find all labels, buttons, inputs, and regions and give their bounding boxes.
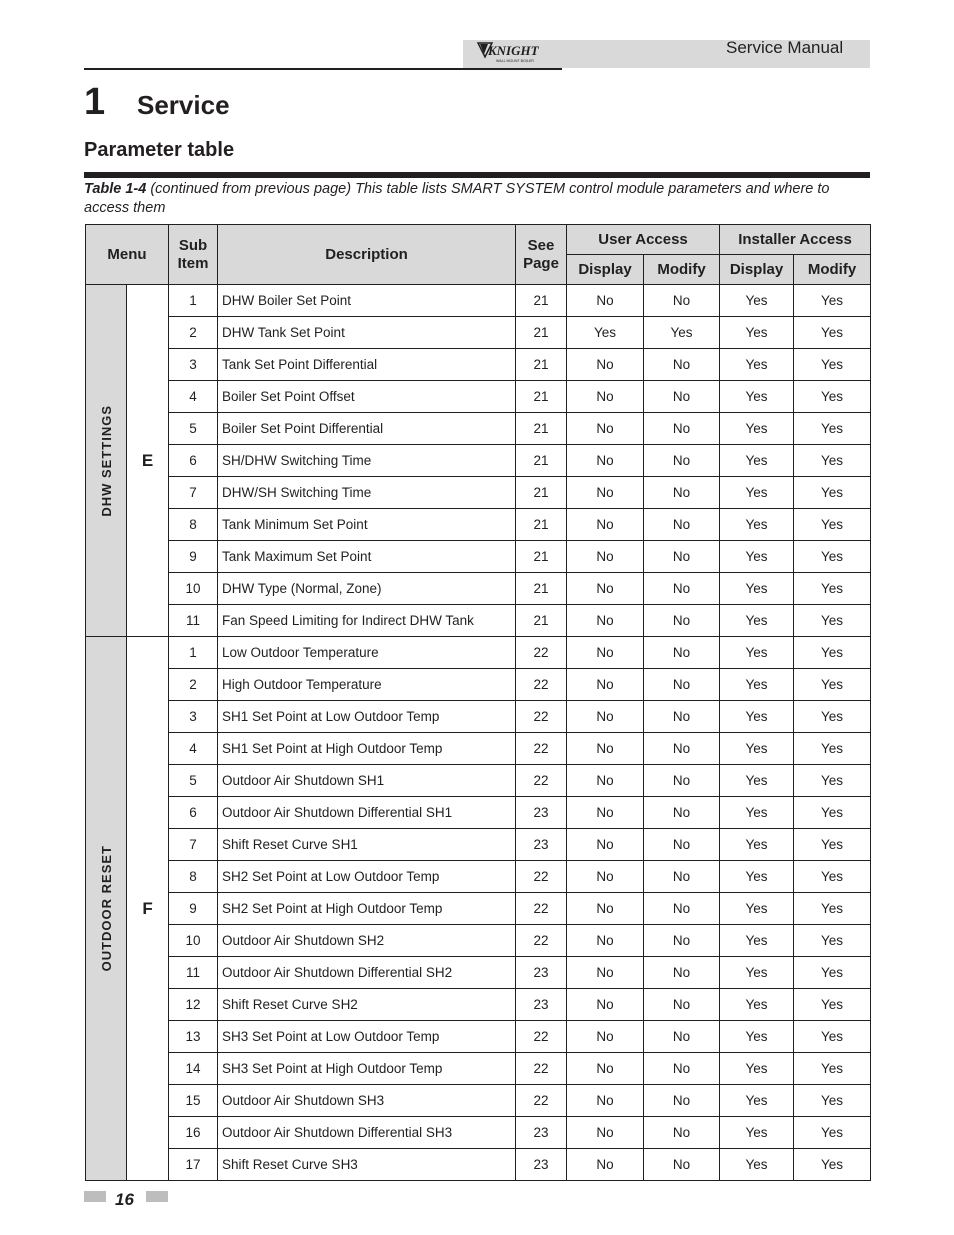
cell-user-modify: No [644, 573, 720, 605]
cell-user-modify: No [644, 381, 720, 413]
cell-sub-item: 9 [169, 893, 218, 925]
table-caption [84, 180, 874, 218]
cell-user-modify: No [644, 285, 720, 317]
cell-see-page: 22 [516, 733, 567, 765]
cell-description: SH3 Set Point at High Outdoor Temp [218, 1053, 516, 1085]
cell-installer-modify: Yes [794, 509, 871, 541]
cell-see-page: 21 [516, 317, 567, 349]
cell-installer-display: Yes [720, 637, 794, 669]
cell-sub-item: 6 [169, 445, 218, 477]
cell-user-modify: No [644, 1085, 720, 1117]
cell-user-display: No [567, 605, 644, 637]
cell-user-display: No [567, 1053, 644, 1085]
table-row [86, 445, 871, 477]
cell-installer-modify: Yes [794, 861, 871, 893]
cell-user-modify: No [644, 669, 720, 701]
cell-user-display: No [567, 381, 644, 413]
header-see-page-line1: See [527, 236, 555, 254]
cell-installer-modify: Yes [794, 1085, 871, 1117]
cell-see-page: 22 [516, 669, 567, 701]
cell-installer-display: Yes [720, 349, 794, 381]
table-row [86, 989, 871, 1021]
cell-installer-modify: Yes [794, 285, 871, 317]
cell-sub-item: 3 [169, 349, 218, 381]
cell-installer-modify: Yes [794, 541, 871, 573]
manual-label: Service Manual [726, 38, 844, 57]
cell-user-display: No [567, 573, 644, 605]
cell-description: SH1 Set Point at High Outdoor Temp [218, 733, 516, 765]
cell-installer-modify: Yes [794, 573, 871, 605]
cell-user-modify: No [644, 829, 720, 861]
cell-installer-modify: Yes [794, 1149, 871, 1181]
table-row [86, 669, 871, 701]
cell-user-modify: No [644, 893, 720, 925]
cell-installer-display: Yes [720, 285, 794, 317]
table-row [86, 509, 871, 541]
cell-see-page: 23 [516, 1149, 567, 1181]
cell-see-page: 21 [516, 573, 567, 605]
cell-installer-modify: Yes [794, 477, 871, 509]
cell-installer-modify: Yes [794, 989, 871, 1021]
cell-user-modify: No [644, 1021, 720, 1053]
cell-user-modify: No [644, 637, 720, 669]
cell-see-page: 21 [516, 509, 567, 541]
table-row [86, 317, 871, 349]
menu-letter: F [127, 637, 169, 1181]
cell-installer-display: Yes [720, 413, 794, 445]
parameter-table-wrap [85, 224, 871, 1181]
cell-description: Outdoor Air Shutdown Differential SH3 [218, 1117, 516, 1149]
cell-installer-display: Yes [720, 445, 794, 477]
cell-user-modify: No [644, 925, 720, 957]
cell-sub-item: 8 [169, 509, 218, 541]
cell-installer-modify: Yes [794, 413, 871, 445]
cell-installer-modify: Yes [794, 1053, 871, 1085]
cell-user-display: No [567, 541, 644, 573]
table-row [86, 1085, 871, 1117]
cell-sub-item: 11 [169, 605, 218, 637]
cell-description: Tank Minimum Set Point [218, 509, 516, 541]
cell-installer-display: Yes [720, 541, 794, 573]
cell-user-display: No [567, 861, 644, 893]
cell-user-modify: No [644, 541, 720, 573]
cell-user-modify: No [644, 701, 720, 733]
header-description: Description [218, 225, 516, 285]
cell-see-page: 21 [516, 541, 567, 573]
table-row [86, 413, 871, 445]
menu-letter: E [127, 285, 169, 637]
cell-installer-display: Yes [720, 893, 794, 925]
header-rule [84, 68, 562, 70]
cell-user-display: No [567, 1085, 644, 1117]
cell-sub-item: 5 [169, 765, 218, 797]
cell-sub-item: 17 [169, 1149, 218, 1181]
cell-user-display: No [567, 957, 644, 989]
cell-sub-item: 7 [169, 829, 218, 861]
table-row [86, 605, 871, 637]
header-installer-display: Display [720, 255, 794, 285]
cell-sub-item: 13 [169, 1021, 218, 1053]
cell-installer-display: Yes [720, 1053, 794, 1085]
cell-description: SH/DHW Switching Time [218, 445, 516, 477]
page-number: 16 [115, 1190, 134, 1209]
header-sub-item-line2: Item [177, 254, 209, 272]
cell-see-page: 21 [516, 349, 567, 381]
cell-see-page: 21 [516, 477, 567, 509]
menu-group-name: OUTDOOR RESET [98, 845, 114, 972]
cell-user-display: Yes [567, 317, 644, 349]
cell-user-modify: Yes [644, 317, 720, 349]
table-row [86, 1117, 871, 1149]
cell-sub-item: 6 [169, 797, 218, 829]
cell-description: DHW Boiler Set Point [218, 285, 516, 317]
cell-description: High Outdoor Temperature [218, 669, 516, 701]
cell-sub-item: 2 [169, 317, 218, 349]
header-menu: Menu [86, 225, 169, 285]
cell-see-page: 22 [516, 1053, 567, 1085]
header-installer-modify: Modify [794, 255, 871, 285]
cell-installer-modify: Yes [794, 381, 871, 413]
cell-user-modify: No [644, 861, 720, 893]
cell-installer-modify: Yes [794, 1117, 871, 1149]
cell-description: Outdoor Air Shutdown Differential SH2 [218, 957, 516, 989]
table-row [86, 829, 871, 861]
cell-installer-display: Yes [720, 861, 794, 893]
cell-installer-display: Yes [720, 797, 794, 829]
cell-installer-modify: Yes [794, 957, 871, 989]
cell-sub-item: 12 [169, 989, 218, 1021]
header-see-page-line2: Page [523, 254, 559, 272]
cell-sub-item: 11 [169, 957, 218, 989]
cell-user-modify: No [644, 445, 720, 477]
table-row [86, 637, 871, 669]
cell-sub-item: 10 [169, 925, 218, 957]
table-row [86, 285, 871, 317]
table-row [86, 541, 871, 573]
cell-installer-display: Yes [720, 317, 794, 349]
cell-sub-item: 4 [169, 381, 218, 413]
cell-description: Tank Maximum Set Point [218, 541, 516, 573]
cell-installer-display: Yes [720, 1149, 794, 1181]
cell-installer-modify: Yes [794, 669, 871, 701]
menu-group-name-cell [86, 637, 127, 1181]
cell-user-display: No [567, 765, 644, 797]
cell-user-modify: No [644, 797, 720, 829]
cell-user-display: No [567, 509, 644, 541]
cell-description: DHW/SH Switching Time [218, 477, 516, 509]
footer-marker-left [84, 1191, 106, 1202]
cell-user-display: No [567, 989, 644, 1021]
cell-description: SH1 Set Point at Low Outdoor Temp [218, 701, 516, 733]
cell-user-display: No [567, 285, 644, 317]
table-row [86, 1053, 871, 1085]
logo-subtext: WALL MOUNT BOILER [496, 59, 534, 63]
cell-description: Outdoor Air Shutdown SH3 [218, 1085, 516, 1117]
cell-installer-display: Yes [720, 765, 794, 797]
cell-sub-item: 1 [169, 285, 218, 317]
cell-see-page: 21 [516, 381, 567, 413]
header-see-page [516, 225, 567, 285]
cell-installer-modify: Yes [794, 637, 871, 669]
cell-user-display: No [567, 637, 644, 669]
cell-installer-display: Yes [720, 381, 794, 413]
header-installer-access: Installer Access [720, 225, 871, 255]
cell-see-page: 21 [516, 605, 567, 637]
header-user-access: User Access [567, 225, 720, 255]
cell-installer-modify: Yes [794, 1021, 871, 1053]
cell-installer-display: Yes [720, 669, 794, 701]
title-rule [84, 172, 870, 178]
cell-user-display: No [567, 733, 644, 765]
cell-user-display: No [567, 829, 644, 861]
table-row [86, 957, 871, 989]
cell-installer-modify: Yes [794, 893, 871, 925]
cell-user-display: No [567, 925, 644, 957]
table-row [86, 925, 871, 957]
section-number: 1 [84, 81, 106, 123]
cell-sub-item: 16 [169, 1117, 218, 1149]
cell-installer-display: Yes [720, 701, 794, 733]
cell-installer-display: Yes [720, 605, 794, 637]
cell-description: Fan Speed Limiting for Indirect DHW Tank [218, 605, 516, 637]
table-row [86, 381, 871, 413]
cell-see-page: 22 [516, 765, 567, 797]
cell-user-display: No [567, 669, 644, 701]
menu-group-name-cell [86, 285, 127, 637]
cell-see-page: 22 [516, 893, 567, 925]
cell-description: Boiler Set Point Offset [218, 381, 516, 413]
cell-installer-display: Yes [720, 573, 794, 605]
cell-user-display: No [567, 1021, 644, 1053]
cell-installer-modify: Yes [794, 445, 871, 477]
cell-installer-modify: Yes [794, 829, 871, 861]
cell-sub-item: 2 [169, 669, 218, 701]
cell-user-display: No [567, 413, 644, 445]
cell-see-page: 21 [516, 285, 567, 317]
cell-user-modify: No [644, 349, 720, 381]
header-sub-item-line1: Sub [178, 236, 208, 254]
cell-user-display: No [567, 893, 644, 925]
logo-wordmark: KNIGHT [488, 43, 539, 58]
cell-see-page: 23 [516, 797, 567, 829]
cell-installer-display: Yes [720, 477, 794, 509]
table-row [86, 765, 871, 797]
cell-installer-modify: Yes [794, 733, 871, 765]
table-row [86, 797, 871, 829]
cell-description: SH2 Set Point at High Outdoor Temp [218, 893, 516, 925]
cell-user-modify: No [644, 733, 720, 765]
cell-see-page: 23 [516, 1117, 567, 1149]
cell-installer-display: Yes [720, 1117, 794, 1149]
cell-sub-item: 7 [169, 477, 218, 509]
cell-description: Shift Reset Curve SH2 [218, 989, 516, 1021]
cell-sub-item: 3 [169, 701, 218, 733]
cell-description: Shift Reset Curve SH3 [218, 1149, 516, 1181]
cell-description: Shift Reset Curve SH1 [218, 829, 516, 861]
cell-user-display: No [567, 445, 644, 477]
cell-user-modify: No [644, 989, 720, 1021]
cell-description: Low Outdoor Temperature [218, 637, 516, 669]
cell-see-page: 22 [516, 925, 567, 957]
cell-installer-display: Yes [720, 957, 794, 989]
cell-sub-item: 9 [169, 541, 218, 573]
cell-see-page: 22 [516, 701, 567, 733]
cell-see-page: 22 [516, 637, 567, 669]
cell-see-page: 23 [516, 829, 567, 861]
cell-sub-item: 10 [169, 573, 218, 605]
cell-installer-modify: Yes [794, 925, 871, 957]
menu-group-name: DHW SETTINGS [98, 404, 114, 517]
caption-text: (continued from previous page) This table lists SMART SYSTEM control module parameters and where to access them [84, 181, 830, 216]
cell-user-modify: No [644, 413, 720, 445]
cell-user-display: No [567, 1117, 644, 1149]
cell-installer-display: Yes [720, 1085, 794, 1117]
cell-description: Outdoor Air Shutdown SH1 [218, 765, 516, 797]
cell-sub-item: 8 [169, 861, 218, 893]
table-row [86, 701, 871, 733]
cell-see-page: 23 [516, 989, 567, 1021]
knight-logo [476, 41, 550, 65]
cell-see-page: 22 [516, 1085, 567, 1117]
cell-sub-item: 5 [169, 413, 218, 445]
cell-user-modify: No [644, 765, 720, 797]
table-row [86, 349, 871, 381]
cell-installer-modify: Yes [794, 317, 871, 349]
cell-user-display: No [567, 701, 644, 733]
cell-see-page: 21 [516, 445, 567, 477]
cell-user-display: No [567, 349, 644, 381]
table-row [86, 477, 871, 509]
cell-installer-modify: Yes [794, 349, 871, 381]
cell-sub-item: 1 [169, 637, 218, 669]
table-row [86, 733, 871, 765]
cell-description: DHW Tank Set Point [218, 317, 516, 349]
cell-installer-modify: Yes [794, 701, 871, 733]
cell-installer-display: Yes [720, 733, 794, 765]
cell-installer-modify: Yes [794, 765, 871, 797]
cell-description: Boiler Set Point Differential [218, 413, 516, 445]
cell-user-display: No [567, 477, 644, 509]
cell-user-modify: No [644, 957, 720, 989]
cell-user-modify: No [644, 477, 720, 509]
parameter-table [85, 224, 871, 1181]
cell-description: Outdoor Air Shutdown SH2 [218, 925, 516, 957]
cell-user-modify: No [644, 1053, 720, 1085]
header-user-display: Display [567, 255, 644, 285]
footer-marker-right [146, 1191, 168, 1202]
table-row [86, 861, 871, 893]
cell-description: SH2 Set Point at Low Outdoor Temp [218, 861, 516, 893]
cell-user-modify: No [644, 1117, 720, 1149]
cell-installer-display: Yes [720, 989, 794, 1021]
header-user-modify: Modify [644, 255, 720, 285]
cell-sub-item: 4 [169, 733, 218, 765]
cell-user-display: No [567, 797, 644, 829]
caption-label: Table 1-4 [84, 181, 147, 197]
table-row [86, 1149, 871, 1181]
table-row [86, 1021, 871, 1053]
cell-sub-item: 14 [169, 1053, 218, 1085]
cell-user-display: No [567, 1149, 644, 1181]
subsection-title: Parameter table [84, 139, 235, 161]
table-row [86, 893, 871, 925]
header-sub-item [169, 225, 218, 285]
cell-installer-display: Yes [720, 925, 794, 957]
parameter-table-body [86, 285, 871, 1181]
cell-installer-modify: Yes [794, 605, 871, 637]
cell-installer-display: Yes [720, 1021, 794, 1053]
cell-see-page: 22 [516, 1021, 567, 1053]
table-row [86, 573, 871, 605]
cell-see-page: 23 [516, 957, 567, 989]
cell-see-page: 22 [516, 861, 567, 893]
cell-sub-item: 15 [169, 1085, 218, 1117]
section-title: Service [137, 90, 230, 120]
cell-see-page: 21 [516, 413, 567, 445]
cell-user-modify: No [644, 605, 720, 637]
cell-installer-modify: Yes [794, 797, 871, 829]
cell-user-modify: No [644, 509, 720, 541]
cell-installer-display: Yes [720, 829, 794, 861]
cell-description: SH3 Set Point at Low Outdoor Temp [218, 1021, 516, 1053]
cell-description: Tank Set Point Differential [218, 349, 516, 381]
cell-user-modify: No [644, 1149, 720, 1181]
cell-installer-display: Yes [720, 509, 794, 541]
cell-description: Outdoor Air Shutdown Differential SH1 [218, 797, 516, 829]
cell-description: DHW Type (Normal, Zone) [218, 573, 516, 605]
